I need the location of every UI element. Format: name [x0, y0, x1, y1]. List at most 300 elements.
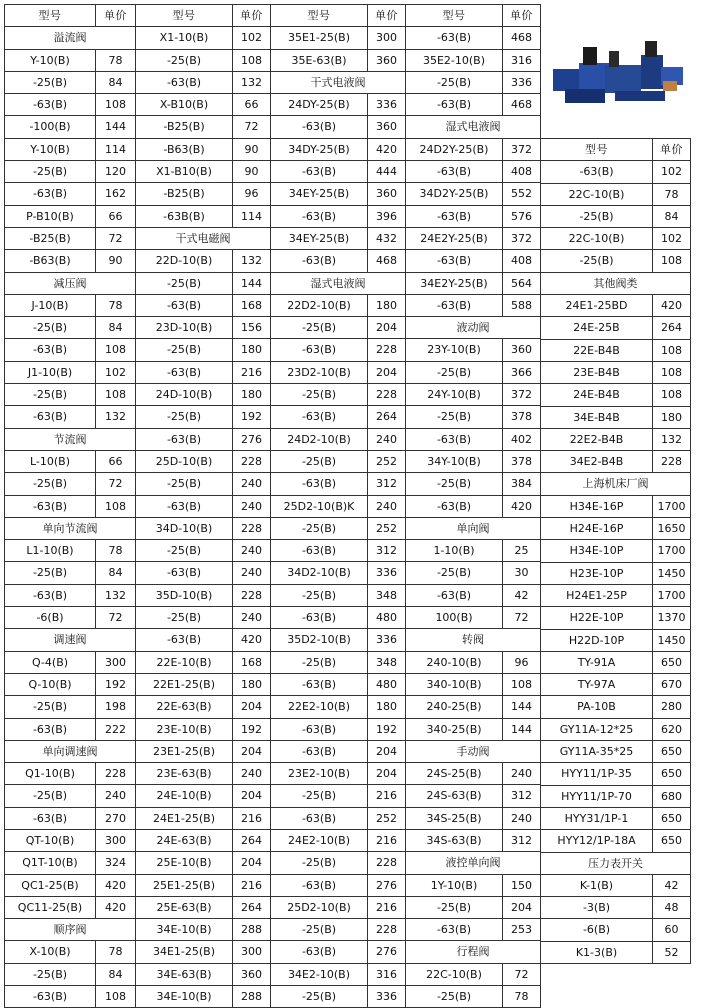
price-header: 单价 [368, 5, 406, 27]
table-row [406, 94, 541, 116]
table-row [541, 540, 691, 562]
price-cell: 336 [368, 562, 406, 584]
model-cell: HYY11/1P-35 [541, 763, 653, 785]
model-cell: 240-25(B) [406, 696, 503, 718]
price-cell: 228 [233, 518, 271, 540]
model-cell: -25(B) [406, 986, 503, 1008]
model-cell: Q-10(B) [5, 674, 96, 696]
model-cell: HYY12/1P-18A [541, 830, 653, 852]
table-row [271, 161, 406, 183]
price-cell: 312 [368, 540, 406, 562]
table-row [5, 496, 136, 518]
category-row [5, 27, 136, 49]
model-cell: 22E-63(B) [136, 696, 233, 718]
price-cell: 204 [368, 317, 406, 339]
table-row [541, 295, 691, 317]
price-cell: 408 [503, 250, 541, 272]
table-row [406, 406, 541, 428]
table-row [271, 585, 406, 607]
table-row [406, 339, 541, 361]
category-label: 行程阀 [406, 941, 541, 963]
table-row [406, 50, 541, 72]
model-cell: -63(B) [406, 295, 503, 317]
table-row [136, 562, 271, 584]
model-cell: -25(B) [136, 540, 233, 562]
category-label: 上海机床厂阀 [541, 473, 691, 495]
model-cell: -63(B) [5, 808, 96, 830]
table-row [5, 585, 136, 607]
table-row [271, 518, 406, 540]
model-cell: -63(B) [271, 719, 368, 741]
table-row [271, 94, 406, 116]
table-row [5, 250, 136, 272]
model-cell: -25(B) [541, 206, 653, 228]
model-cell: 24E2-10(B) [271, 830, 368, 852]
price-cell: 276 [368, 941, 406, 963]
model-cell: X-B10(B) [136, 94, 233, 116]
price-cell: 114 [233, 206, 271, 228]
category-label: 单向调速阀 [5, 741, 136, 763]
price-cell: 360 [368, 50, 406, 72]
model-cell: K-1(B) [541, 875, 653, 897]
price-column-4 [405, 4, 541, 1008]
model-cell: X1-10(B) [136, 27, 233, 49]
price-cell: 264 [368, 406, 406, 428]
price-cell: 336 [503, 72, 541, 94]
table-row [541, 384, 691, 406]
price-cell: 25 [503, 540, 541, 562]
price-cell: 360 [503, 339, 541, 361]
table-row [541, 317, 691, 339]
model-cell: 24D2-10(B) [271, 429, 368, 451]
table-row [271, 183, 406, 205]
price-cell: 108 [653, 250, 691, 272]
model-cell: -25(B) [406, 562, 503, 584]
price-cell: 180 [233, 339, 271, 361]
table-row [406, 183, 541, 205]
model-cell: 24E-25B [541, 317, 653, 339]
table-row [271, 496, 406, 518]
price-cell: 78 [96, 50, 136, 72]
price-cell: 588 [503, 295, 541, 317]
table-row [136, 116, 271, 138]
model-header: 型号 [541, 139, 653, 161]
price-cell: 84 [96, 72, 136, 94]
price-cell: 378 [503, 406, 541, 428]
price-cell: 144 [503, 696, 541, 718]
table-row [5, 808, 136, 830]
price-cell: 396 [368, 206, 406, 228]
table-row [406, 161, 541, 183]
table-row [271, 317, 406, 339]
table-row [136, 473, 271, 495]
model-cell: P-B10(B) [5, 206, 96, 228]
table-row [541, 763, 691, 785]
table-row [136, 540, 271, 562]
table-row [406, 785, 541, 807]
category-row [406, 629, 541, 651]
table-row [5, 986, 136, 1008]
table-row [136, 652, 271, 674]
table-row [5, 473, 136, 495]
price-cell: 132 [653, 429, 691, 451]
price-cell: 336 [368, 94, 406, 116]
model-cell: 34S-25(B) [406, 808, 503, 830]
model-cell: -63(B) [5, 183, 96, 205]
table-row [406, 72, 541, 94]
table-row [271, 629, 406, 651]
table-row [136, 94, 271, 116]
price-cell: 252 [368, 451, 406, 473]
category-row [5, 919, 136, 941]
price-cell: 228 [368, 339, 406, 361]
category-label: 湿式电液阀 [271, 273, 406, 295]
model-cell: 23E1-25(B) [136, 741, 233, 763]
category-row [406, 852, 541, 874]
price-cell: 468 [503, 27, 541, 49]
model-cell: -63(B) [5, 719, 96, 741]
price-cell: 102 [653, 228, 691, 250]
price-cell: 312 [368, 473, 406, 495]
table-row [271, 830, 406, 852]
price-cell: 360 [368, 116, 406, 138]
table-row [136, 897, 271, 919]
table-row [406, 384, 541, 406]
table-row [271, 674, 406, 696]
table-row [136, 339, 271, 361]
category-label: 减压阀 [5, 273, 136, 295]
model-cell: -63(B) [406, 919, 503, 941]
table-row [5, 652, 136, 674]
price-cell: 276 [368, 875, 406, 897]
model-cell: 22E-10(B) [136, 652, 233, 674]
table-row [271, 852, 406, 874]
price-cell: 168 [233, 652, 271, 674]
model-cell: 34S-63(B) [406, 830, 503, 852]
table-row [5, 362, 136, 384]
table-row [136, 496, 271, 518]
model-cell: -B63(B) [5, 250, 96, 272]
model-cell: -63(B) [5, 94, 96, 116]
model-cell: 22C-10(B) [541, 184, 653, 206]
model-cell: 34EY-25(B) [271, 228, 368, 250]
table-row [541, 652, 691, 674]
price-cell: 204 [233, 741, 271, 763]
price-cell: 78 [503, 986, 541, 1008]
category-row [406, 317, 541, 339]
model-cell: -25(B) [271, 384, 368, 406]
table-row [271, 228, 406, 250]
model-header: 型号 [5, 5, 96, 27]
price-cell: 650 [653, 652, 691, 674]
table-row [5, 964, 136, 986]
table-row [136, 585, 271, 607]
table-row [5, 875, 136, 897]
model-cell: -63(B) [406, 250, 503, 272]
price-cell: 312 [503, 785, 541, 807]
table-row [271, 473, 406, 495]
model-cell: -63(B) [271, 808, 368, 830]
price-cell: 162 [96, 183, 136, 205]
table-row [5, 116, 136, 138]
model-cell: -63(B) [406, 496, 503, 518]
price-cell: 180 [233, 384, 271, 406]
model-cell: -25(B) [271, 317, 368, 339]
table-row [271, 607, 406, 629]
price-cell: 192 [233, 719, 271, 741]
category-label: 液控单向阀 [406, 852, 541, 874]
model-cell: -25(B) [271, 852, 368, 874]
model-cell: 22E-B4B [541, 340, 653, 362]
model-cell: -63(B) [541, 161, 653, 183]
model-cell: H22D-10P [541, 630, 653, 652]
price-cell: 252 [368, 808, 406, 830]
table-row [136, 852, 271, 874]
price-cell: 300 [96, 830, 136, 852]
model-cell: -25(B) [271, 518, 368, 540]
price-cell: 108 [96, 986, 136, 1008]
price-cell: 66 [96, 451, 136, 473]
price-cell: 348 [368, 585, 406, 607]
table-row [271, 406, 406, 428]
table-row [271, 763, 406, 785]
model-cell: -63(B) [136, 496, 233, 518]
price-cell: 108 [233, 50, 271, 72]
table-row [5, 540, 136, 562]
price-cell: 432 [368, 228, 406, 250]
table-row [271, 941, 406, 963]
model-header: 型号 [406, 5, 503, 27]
category-label: 顺序阀 [5, 919, 136, 941]
price-cell: 204 [368, 741, 406, 763]
model-header: 型号 [271, 5, 368, 27]
category-row [541, 273, 691, 295]
table-row [136, 808, 271, 830]
table-row [136, 362, 271, 384]
price-cell: 108 [653, 340, 691, 362]
model-cell: 34DY-25(B) [271, 139, 368, 161]
category-row [136, 228, 271, 250]
model-cell: -63(B) [136, 562, 233, 584]
price-cell: 216 [233, 362, 271, 384]
table-row [271, 116, 406, 138]
model-cell: -25(B) [136, 273, 233, 295]
price-cell: 72 [503, 964, 541, 986]
model-cell: -100(B) [5, 116, 96, 138]
table-row [136, 986, 271, 1008]
table-row [5, 785, 136, 807]
category-label: 单向节流阀 [5, 518, 136, 540]
table-row [406, 273, 541, 295]
model-cell: PA-10B [541, 696, 653, 718]
model-cell: HYY31/1P-1 [541, 808, 653, 830]
table-row [541, 362, 691, 384]
table-row [271, 362, 406, 384]
price-cell: 420 [503, 496, 541, 518]
model-cell: -63(B) [406, 429, 503, 451]
table-row [406, 473, 541, 495]
table-row [136, 741, 271, 763]
model-cell: 24D-10(B) [136, 384, 233, 406]
price-cell: 108 [96, 384, 136, 406]
price-cell: 204 [368, 362, 406, 384]
model-cell: 34D2-10(B) [271, 562, 368, 584]
price-cell: 420 [653, 295, 691, 317]
model-cell: -63(B) [5, 406, 96, 428]
price-cell: 300 [233, 941, 271, 963]
table-row [136, 875, 271, 897]
model-cell: 34E2-B4B [541, 451, 653, 473]
model-cell: X1-B10(B) [136, 161, 233, 183]
table-row [406, 652, 541, 674]
table-row [406, 228, 541, 250]
table-row [136, 250, 271, 272]
model-cell: 24DY-25(B) [271, 94, 368, 116]
model-cell: 35D-10(B) [136, 585, 233, 607]
model-cell: -25(B) [271, 652, 368, 674]
model-cell: -25(B) [406, 72, 503, 94]
model-cell: -25(B) [5, 696, 96, 718]
price-header: 单价 [653, 139, 691, 161]
model-cell: 240-10(B) [406, 652, 503, 674]
price-cell: 420 [96, 897, 136, 919]
category-row [5, 629, 136, 651]
price-cell: 252 [368, 518, 406, 540]
model-cell: 25E1-25(B) [136, 875, 233, 897]
price-cell: 96 [233, 183, 271, 205]
table-row [136, 139, 271, 161]
model-cell: 24S-63(B) [406, 785, 503, 807]
model-cell: -63(B) [136, 72, 233, 94]
price-cell: 253 [503, 919, 541, 941]
price-cell: 72 [503, 607, 541, 629]
table-row [136, 50, 271, 72]
price-cell: 102 [233, 27, 271, 49]
model-cell: -25(B) [136, 607, 233, 629]
model-cell: -25(B) [406, 897, 503, 919]
category-label: 其他阀类 [541, 273, 691, 295]
price-cell: 420 [233, 629, 271, 651]
model-cell: -63(B) [271, 607, 368, 629]
model-cell: 24E1-25BD [541, 295, 653, 317]
model-cell: -63(B) [406, 161, 503, 183]
model-cell: X-10(B) [5, 941, 96, 963]
price-cell: 1370 [653, 607, 691, 629]
price-cell: 48 [653, 897, 691, 919]
table-row [406, 897, 541, 919]
table-row [5, 295, 136, 317]
table-row [136, 785, 271, 807]
category-row [406, 941, 541, 963]
table-row [136, 429, 271, 451]
table-row [271, 339, 406, 361]
price-cell: 90 [233, 139, 271, 161]
price-cell: 240 [503, 763, 541, 785]
table-row [541, 808, 691, 830]
table-row [136, 451, 271, 473]
price-cell: 420 [96, 875, 136, 897]
table-row [136, 674, 271, 696]
table-row [136, 696, 271, 718]
table-row [406, 808, 541, 830]
table-row [271, 741, 406, 763]
model-cell: -63(B) [5, 585, 96, 607]
table-row [5, 406, 136, 428]
price-cell: 276 [233, 429, 271, 451]
model-cell: -25(B) [406, 473, 503, 495]
table-row [5, 830, 136, 852]
price-cell: 216 [233, 808, 271, 830]
model-cell: -63(B) [5, 339, 96, 361]
price-cell: 300 [368, 27, 406, 49]
table-row [406, 696, 541, 718]
price-cell: 84 [96, 964, 136, 986]
price-cell: 102 [96, 362, 136, 384]
price-cell: 240 [233, 540, 271, 562]
model-cell: 25D2-10(B) [271, 897, 368, 919]
table-row [136, 317, 271, 339]
price-cell: 316 [368, 964, 406, 986]
price-cell: 1450 [653, 563, 691, 585]
table-row [136, 406, 271, 428]
table-row [541, 585, 691, 607]
table-row [136, 206, 271, 228]
table-row [541, 340, 691, 362]
price-cell: 366 [503, 362, 541, 384]
table-row [5, 607, 136, 629]
model-cell: -B25(B) [136, 116, 233, 138]
price-column-3 [270, 4, 406, 1008]
model-cell: -25(B) [5, 161, 96, 183]
model-cell: -63(B) [136, 295, 233, 317]
price-cell: 108 [653, 362, 691, 384]
table-row [5, 674, 136, 696]
price-cell: 564 [503, 273, 541, 295]
price-cell: 132 [96, 585, 136, 607]
table-row [5, 183, 136, 205]
hydraulic-valves-photo [545, 37, 695, 109]
model-cell: H34E-16P [541, 496, 653, 518]
category-label: 湿式电液阀 [406, 116, 541, 138]
model-cell: -63(B) [271, 473, 368, 495]
model-cell: H34E-10P [541, 540, 653, 562]
model-cell: -25(B) [271, 986, 368, 1008]
table-row [406, 986, 541, 1008]
table-row [271, 875, 406, 897]
model-cell: -63(B) [271, 741, 368, 763]
table-row [5, 941, 136, 963]
price-cell: 72 [96, 473, 136, 495]
category-row [541, 473, 691, 495]
model-cell: QC1-25(B) [5, 875, 96, 897]
price-cell: 60 [653, 919, 691, 941]
price-column-1 [4, 4, 136, 1008]
model-cell: -25(B) [5, 317, 96, 339]
model-cell: 1-10(B) [406, 540, 503, 562]
table-row [406, 206, 541, 228]
price-cell: 204 [368, 763, 406, 785]
price-cell: 240 [233, 473, 271, 495]
table-row [136, 607, 271, 629]
table-row [541, 607, 691, 629]
table-row [271, 139, 406, 161]
price-cell: 372 [503, 384, 541, 406]
model-cell: 25E-10(B) [136, 852, 233, 874]
category-row [406, 741, 541, 763]
category-row [5, 273, 136, 295]
price-cell: 240 [233, 562, 271, 584]
model-header: 型号 [136, 5, 233, 27]
